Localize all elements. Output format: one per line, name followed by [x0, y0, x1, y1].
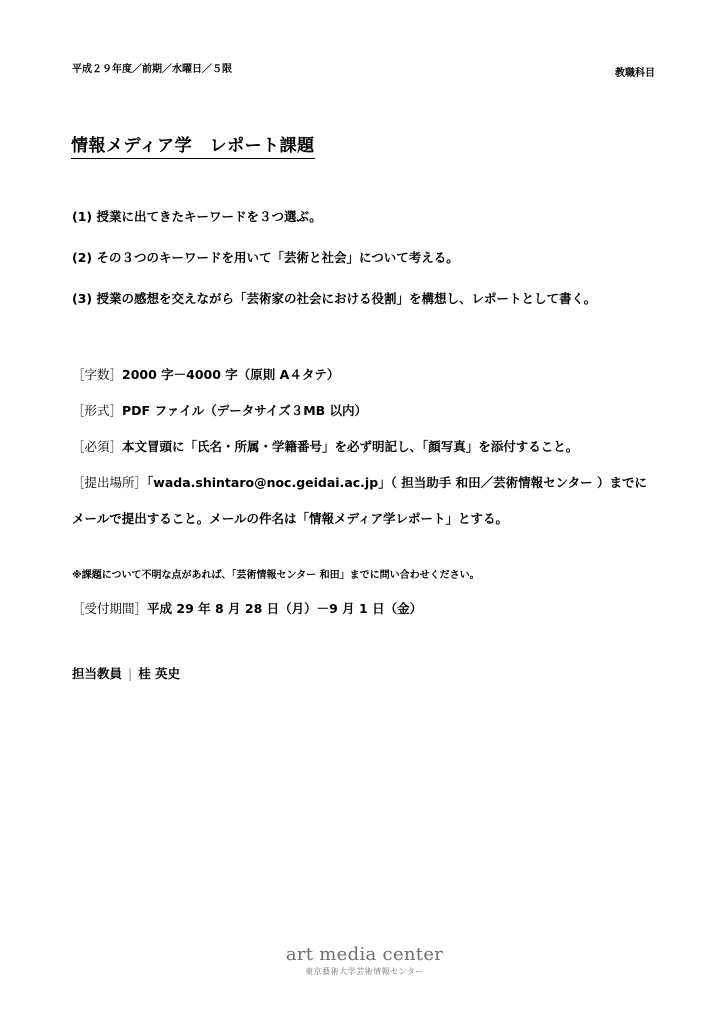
req-required: [72, 437, 647, 473]
teacher-separator: |: [128, 666, 133, 681]
footer-logo: [282, 944, 447, 977]
task-item-1: (1) 授業に出てきたキーワードを３つ選ぶ。: [72, 209, 322, 224]
req-format-label: ［形式］: [72, 403, 123, 418]
teacher-info: [72, 664, 180, 682]
requirements: [72, 365, 647, 545]
task-item-3: (3) 授業の感想を交えながら「芸術家の社会における役割」を構想し、レポートとして書く。: [72, 291, 597, 306]
footer-logo-jp: 東京藝術大学芸術情報センター: [305, 967, 424, 976]
task-list: [72, 207, 596, 330]
req-required-value: 本文冒頭に「氏名・所属・学籍番号」を必ず明記し、「顔写真」を添付すること。: [122, 439, 579, 454]
term-info: 平成２９年度／前期／水曜日／５限: [72, 64, 232, 75]
page-title: 情報メディア学 レポート課題: [71, 131, 315, 159]
req-required-label: ［必須］: [72, 439, 123, 454]
subject-type: 教職科目: [615, 68, 655, 79]
req-format-value: PDF ファイル（データサイズ３MB 以内）: [122, 403, 368, 418]
period-value: 平成 29 年 8 月 28 日（月）－9 月 1 日（金）: [147, 601, 423, 616]
req-submit: [72, 473, 647, 509]
req-submit-label: ［提出場所］: [72, 475, 148, 490]
req-submit-value: 「wada.shintaro@noc.geidai.ac.jp」（ 担当助手 和田／芸術情報センター ）までに: [147, 475, 647, 490]
teacher-label: 担当教員: [72, 666, 123, 681]
req-submit-continuation: メールで提出すること。メールの件名は「情報メディア学レポート」とする。: [72, 511, 509, 526]
footer-logo-en: art media center: [285, 944, 444, 965]
inquiry-note: ※課題について不明な点があれば、「芸術情報センター 和田」までに問い合わせください。: [72, 570, 480, 581]
period-label: ［受付期間］: [72, 601, 148, 616]
req-format: [72, 401, 647, 437]
teacher-name: 桂 英史: [138, 666, 181, 681]
req-count-label: ［字数］: [72, 367, 123, 382]
req-count-value: 2000 字－4000 字（原則 A４タテ）: [122, 367, 340, 382]
submission-period: [72, 599, 422, 617]
task-item-2: (2) その３つのキーワードを用いて「芸術と社会」について考える。: [72, 250, 459, 265]
req-count: [72, 365, 647, 401]
